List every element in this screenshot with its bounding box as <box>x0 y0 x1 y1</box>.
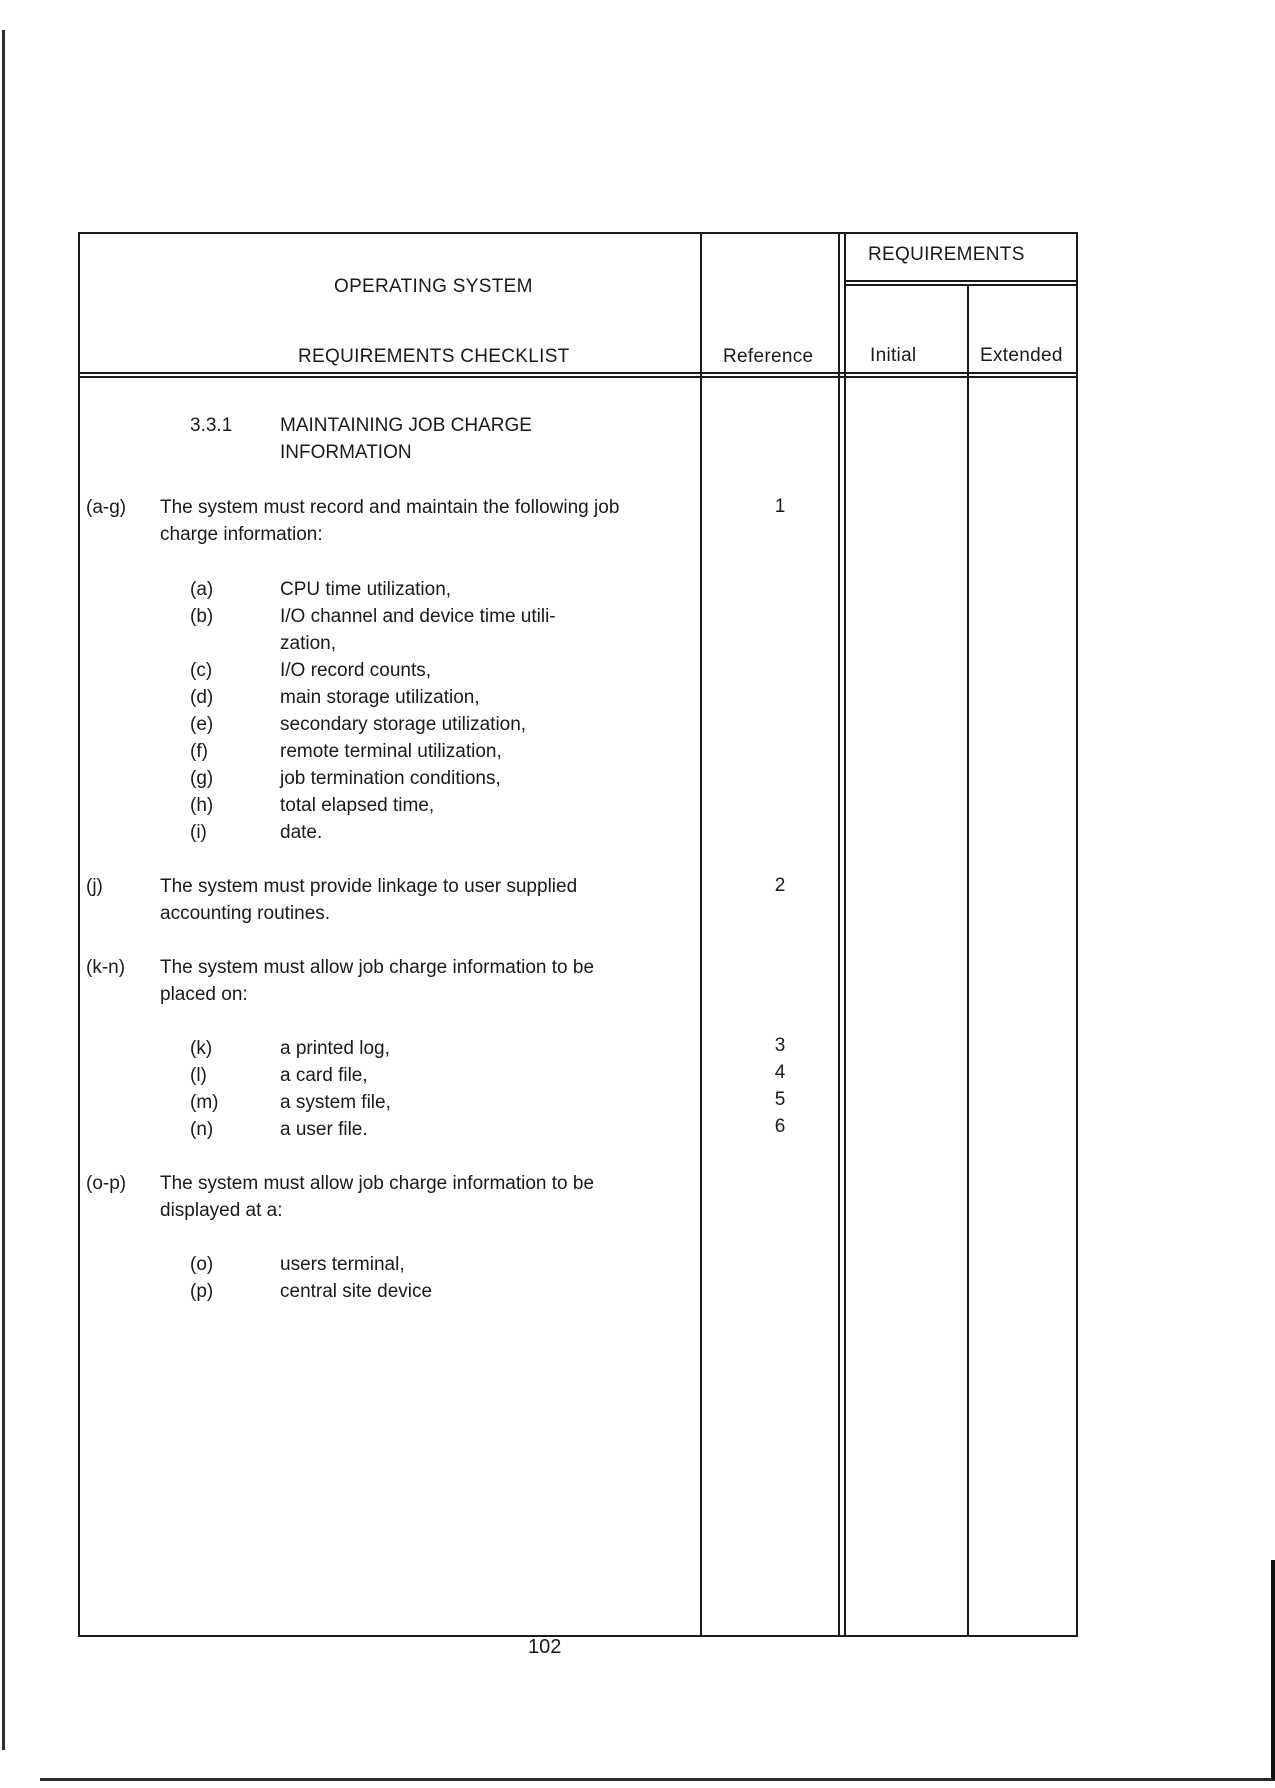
requirements-column-divider-inner <box>844 234 846 1635</box>
subitem-label: (e) <box>190 714 214 735</box>
subitem-label: (b) <box>190 606 214 627</box>
item-label: (o-p) <box>86 1173 127 1194</box>
subitem-label: (h) <box>190 795 214 816</box>
subitem-text: main storage utilization, <box>280 687 480 708</box>
item-text-line: The system must record and maintain the following job <box>160 497 620 518</box>
initial-extended-divider <box>967 286 969 1635</box>
subitem-label: (f) <box>190 741 208 762</box>
requirements-column-header: REQUIREMENTS <box>868 244 1025 265</box>
subitem-reference: 6 <box>774 1116 786 1137</box>
item-reference: 2 <box>774 875 786 896</box>
subitem-label: (p) <box>190 1281 214 1302</box>
subitem-text: a user file. <box>280 1119 368 1140</box>
subitem-label: (n) <box>190 1119 214 1140</box>
subitem-text: I/O record counts, <box>280 660 432 681</box>
subitem-label: (l) <box>190 1065 207 1086</box>
subitem-text: total elapsed time, <box>280 795 435 816</box>
subitem-text: a card file, <box>280 1065 368 1086</box>
section-number: 3.3.1 <box>190 415 233 436</box>
header-rule <box>80 372 1076 378</box>
subitem-reference: 4 <box>774 1062 786 1083</box>
item-text-line: The system must allow job charge information to be <box>160 957 595 978</box>
item-text-line: displayed at a: <box>160 1200 283 1221</box>
subitem-text: zation, <box>280 633 336 654</box>
requirements-header-rule <box>844 280 1076 286</box>
table-title-line1: OPERATING SYSTEM <box>334 276 533 297</box>
subitem-label: (o) <box>190 1254 214 1275</box>
item-text-line: accounting routines. <box>160 903 331 924</box>
subitem-label: (d) <box>190 687 214 708</box>
subitem-text: a printed log, <box>280 1038 390 1059</box>
subitem-label: (c) <box>190 660 213 681</box>
table-title-line2: REQUIREMENTS CHECKLIST <box>298 346 570 367</box>
subitem-label: (m) <box>190 1092 219 1113</box>
item-label: (j) <box>86 876 103 897</box>
reference-column-header: Reference <box>723 346 814 367</box>
page-number: 102 <box>528 1636 562 1658</box>
item-text-line: charge information: <box>160 524 323 545</box>
section-title-line2: INFORMATION <box>280 442 412 463</box>
subitem-text: secondary storage utilization, <box>280 714 527 735</box>
item-text-line: The system must allow job charge information to be <box>160 1173 595 1194</box>
subitem-text: I/O channel and device time utili- <box>280 606 556 627</box>
extended-column-header: Extended <box>980 345 1063 366</box>
subitem-text: users terminal, <box>280 1254 405 1275</box>
subitem-text: a system file, <box>280 1092 391 1113</box>
subitem-label: (i) <box>190 822 207 843</box>
subitem-text: central site device <box>280 1281 433 1302</box>
checklist-table <box>78 232 1078 1637</box>
scan-edge-left <box>2 30 5 1750</box>
subitem-text: remote terminal utilization, <box>280 741 502 762</box>
item-text-line: The system must provide linkage to user supplied <box>160 876 578 897</box>
subitem-label: (a) <box>190 579 214 600</box>
scan-edge-bottom <box>40 1778 1275 1781</box>
requirements-column-divider-outer <box>838 234 840 1635</box>
subitem-label: (k) <box>190 1038 213 1059</box>
subitem-text: CPU time utilization, <box>280 579 452 600</box>
reference-column-divider <box>700 234 702 1635</box>
subitem-reference: 3 <box>774 1035 786 1056</box>
item-label: (k-n) <box>86 957 126 978</box>
subitem-label: (g) <box>190 768 214 789</box>
initial-column-header: Initial <box>870 345 917 366</box>
subitem-reference: 5 <box>774 1089 786 1110</box>
scan-edge-right <box>1271 1560 1275 1780</box>
item-label: (a-g) <box>86 497 127 518</box>
subitem-text: date. <box>280 822 323 843</box>
subitem-text: job termination conditions, <box>280 768 501 789</box>
section-title-line1: MAINTAINING JOB CHARGE <box>280 415 532 436</box>
item-text-line: placed on: <box>160 984 248 1005</box>
item-reference: 1 <box>774 496 786 517</box>
